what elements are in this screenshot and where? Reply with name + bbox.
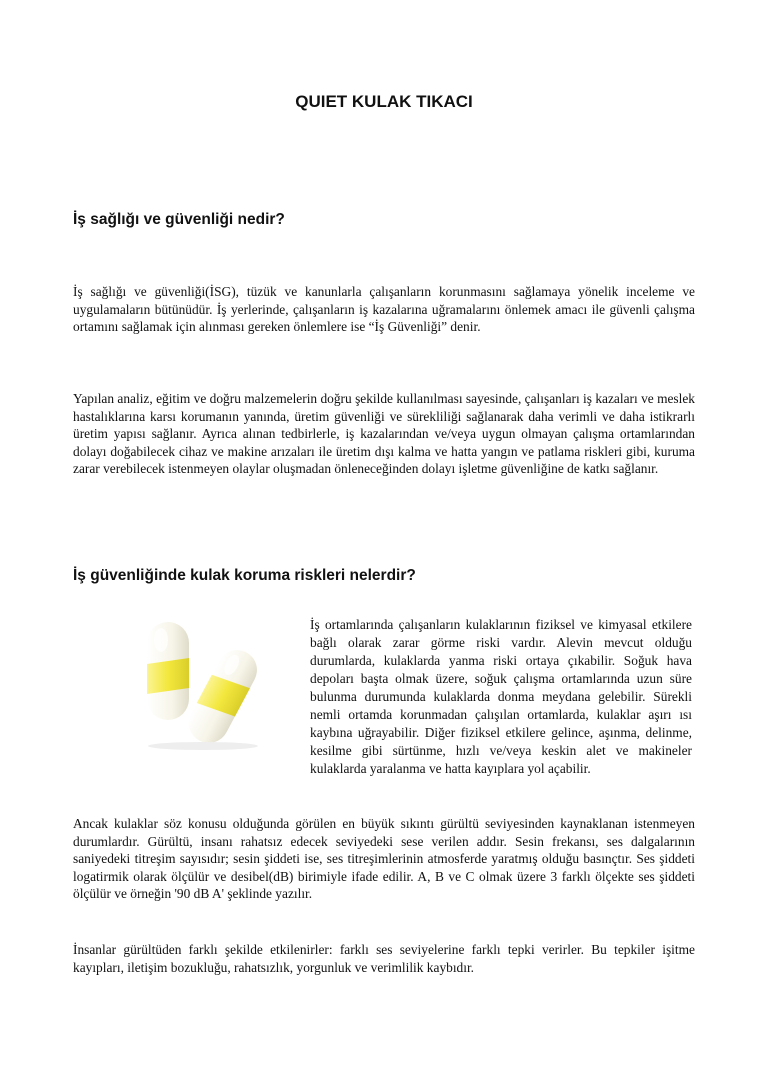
paragraph-noise-effects: İnsanlar gürültüden farklı şekilde etkilenirler: farklı ses seviyelerine farklı tepki verirler. Bu tepkiler işitme kayıpları, iletişim bozukluğu, rahatsızlık, yorgunluk ve verimlilik kaybıdır. [73,942,695,975]
paragraph-isg-definition: İş sağlığı ve güvenliği(İSG), tüzük ve kanunlarla çalışanların korunmasını sağlamaya yönelik inceleme ve uygulamaların bütünüdür. İş yerlerinde, çalışanların iş kazalarına uğramalarını önlemek amacı ile güvenli çalışma ortamını sağlamak için alınması gereken önlemlere ise “İş Güvenliği” denir. [73,284,695,335]
section-heading-ear-risks: İş güvenliğinde kulak koruma riskleri nelerdir? [73,567,416,584]
earplugs-image [133,612,263,752]
section-heading-isg: İş sağlığı ve güvenliği nedir? [73,211,285,228]
paragraph-noise-definition: Ancak kulaklar söz konusu olduğunda görülen en büyük sıkıntı gürültü seviyesinden kaynaklanan istenmeyen durumlardır. Gürültü, insanı rahatsız edecek seviyedeki sese verilen addır. Sesin frekansı, ses dalgalarının saniyedeki titreşim sayısıdır; sesin şiddeti ise, ses titreşimlerinin atmosferde yaratmış olduğu basınçtır. Ses şiddeti logatirmik olarak ölçülür ve desibel(dB) birimiyle ifade edilir. A, B ve C olmak üzere 3 farklı ölçekte ses şiddeti ölçülür ve örneğin '90 dB A' şeklinde yazılır. [73,816,695,902]
page-title: QUIET KULAK TIKACI [295,92,473,111]
earplug-upright [147,622,189,720]
paragraph-ear-risks-side: İş ortamlarında çalışanların kulaklarının fiziksel ve kimyasal etkilere bağlı olarak zarar görme riski vardır. Alevin mevcut olduğu durumlarda, kulaklarda yanma riski ortaya çıkabilir. Soğuk hava depoları başta olmak üzere, soğuk çalışma ortamlarında uzun süre bulunma durumunda kulaklarda donma meydana gelebilir. Sürekli nemli ortamda korunmadan çalışılan ortamlarda, kulaklar aşırı ısı kaybına uğrayabilir. Diğer fiziksel etkilere gelince, aşınma, delinme, kesilme gibi sürtünme, hızlı ve/veya keskin alet ve makineler kulaklarda yaralanma ve hatta kayıplara yol açabilir. [310,617,692,776]
earplug-tilted [182,643,263,750]
paragraph-isg-benefits: Yapılan analiz, eğitim ve doğru malzemelerin doğru şekilde kullanılması sayesinde, çalışanları iş kazaları ve meslek hastalıklarına karsı korumanın yanında, üretim güvenliği ve sürekliliği sağlanarak daha verimli ve daha istikrarlı üretim yapısı sağlanır. Ayrıca alınan tedbirlerle, iş kazalarından ve/veya uygun olmayan çalışma ortamlarından dolayı doğabilecek cihaz ve makine arızaları ile üretim dışı kalma ve hatta yangın ve patlama riskleri gibi, kuruma zarar verebilecek istenmeyen olaylar oluşmadan önleneceğinden dolayı işletme güvenliğine de katkı sağlanır. [73,391,695,477]
